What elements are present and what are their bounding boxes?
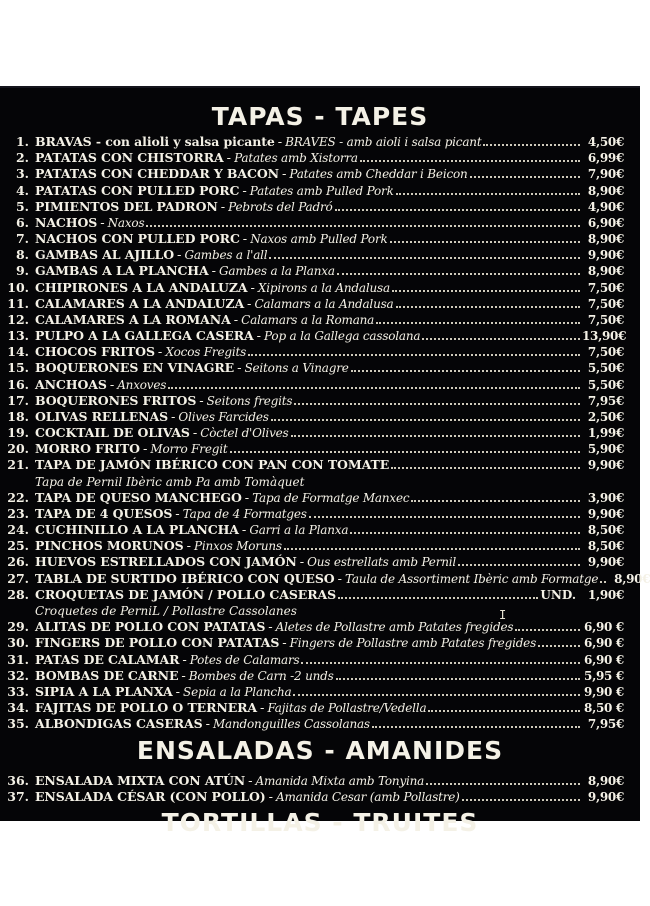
dot-leader bbox=[336, 678, 580, 680]
menu-item bbox=[0, 457, 640, 473]
item-price: 8,50 € bbox=[584, 701, 624, 716]
item-separator: - bbox=[226, 151, 232, 167]
dot-leader bbox=[422, 338, 580, 340]
item-price: 8,90€ bbox=[587, 774, 624, 788]
dot-leader bbox=[391, 467, 580, 469]
item-translation: Potes de Calamars bbox=[189, 652, 300, 667]
item-price: 4,50€ bbox=[587, 135, 624, 149]
menu-item bbox=[0, 716, 640, 732]
item-separator: - bbox=[277, 135, 283, 150]
dot-leader bbox=[301, 662, 580, 664]
item-price: 6,99€ bbox=[587, 151, 624, 166]
item-name: TAPA DE 4 QUESOS bbox=[35, 505, 173, 521]
menu-item bbox=[0, 199, 640, 215]
item-translation: Aletes de Pollastre amb Patates fregides bbox=[275, 620, 514, 635]
item-number: 26. bbox=[7, 554, 29, 570]
menu-item bbox=[0, 789, 640, 805]
item-translation: Tapa de Formatge Manxec bbox=[252, 490, 410, 505]
item-price: 7,50€ bbox=[587, 312, 624, 327]
item-price: 7,50€ bbox=[587, 345, 624, 360]
menu-item bbox=[0, 490, 640, 506]
menu-item bbox=[0, 652, 640, 668]
item-name: PATATAS CON CHEDDAR Y BACON bbox=[35, 166, 279, 182]
item-name: FINGERS DE POLLO CON PATATAS bbox=[35, 635, 280, 651]
item-translation: Patates amb Pulled Pork bbox=[249, 183, 394, 198]
dot-leader bbox=[515, 629, 580, 631]
item-name: PATATAS CON CHISTORRA bbox=[35, 150, 224, 166]
item-price: 3,90€ bbox=[587, 490, 624, 505]
menu-item bbox=[0, 441, 640, 457]
item-separator: - bbox=[337, 571, 342, 587]
dot-leader bbox=[284, 548, 580, 550]
item-price: 6,90 € bbox=[584, 652, 624, 667]
dot-leader bbox=[458, 564, 580, 566]
item-name: SIPIA A LA PLANXA bbox=[35, 683, 173, 699]
item-number: 16. bbox=[7, 376, 29, 392]
menu-item bbox=[0, 377, 640, 393]
item-number: 37. bbox=[7, 789, 29, 805]
menu-item bbox=[0, 773, 640, 789]
menu-item bbox=[0, 231, 640, 247]
item-price: 5,50€ bbox=[587, 361, 624, 376]
menu-item bbox=[0, 409, 640, 425]
item-price: 9,90€ bbox=[587, 506, 624, 521]
item-price: 13,90€ bbox=[582, 329, 627, 344]
item-separator: - bbox=[175, 684, 181, 700]
menu-item bbox=[0, 700, 640, 716]
item-price: 9,90€ bbox=[587, 555, 624, 570]
item-price: 5,95 € bbox=[584, 668, 624, 683]
text-cursor-icon: I bbox=[499, 608, 507, 622]
menu-item bbox=[0, 635, 640, 651]
item-number: 15. bbox=[7, 360, 29, 376]
item-name: GAMBAS AL AJILLO bbox=[35, 247, 175, 263]
dot-leader bbox=[146, 225, 580, 227]
item-number: 13. bbox=[7, 328, 29, 344]
item-separator: - bbox=[211, 264, 217, 280]
item-translation: Pinxos Moruns bbox=[193, 539, 282, 554]
item-translation: Taula de Assortiment Ibèric amb Formatge bbox=[345, 571, 599, 586]
item-separator: - bbox=[181, 668, 186, 684]
item-number: 20. bbox=[7, 441, 29, 457]
item-number: 24. bbox=[7, 522, 29, 538]
dot-leader bbox=[168, 387, 580, 389]
item-number: 8. bbox=[15, 247, 29, 263]
menu-item bbox=[0, 506, 640, 522]
item-separator: - bbox=[237, 361, 242, 377]
item-translation: Olives Farcides bbox=[178, 409, 269, 424]
item-number: 27. bbox=[7, 570, 29, 586]
item-number: 32. bbox=[7, 667, 29, 683]
menu-item bbox=[0, 280, 640, 296]
item-translation: Fajitas de Pollastre/Vedella bbox=[267, 701, 427, 716]
item-name: NACHOS CON PULLED PORC bbox=[35, 231, 240, 247]
item-separator: - bbox=[220, 199, 226, 215]
menu-item bbox=[0, 684, 640, 700]
menu-item bbox=[0, 425, 640, 441]
item-number: 3. bbox=[15, 166, 29, 182]
menu-item bbox=[0, 522, 640, 538]
item-separator: - bbox=[192, 426, 198, 442]
item-name: CALAMARES A LA ROMANA bbox=[35, 311, 231, 327]
item-separator: - bbox=[242, 183, 247, 199]
item-name: COCKTAIL DE OLIVAS bbox=[35, 425, 190, 441]
menu-item bbox=[0, 554, 640, 570]
item-name: PIMIENTOS DEL PADRON bbox=[35, 198, 218, 214]
menu-item bbox=[0, 668, 640, 684]
item-number: 34. bbox=[7, 700, 29, 716]
dot-leader bbox=[376, 322, 580, 324]
item-translation: Garri a la Planxa bbox=[249, 523, 349, 538]
item-translation: Bombes de Carn -2 unds bbox=[188, 668, 334, 683]
item-price: 8,90€ bbox=[587, 232, 624, 247]
item-number: 4. bbox=[15, 182, 29, 198]
item-separator: - bbox=[244, 490, 250, 506]
menu-item bbox=[0, 619, 640, 635]
dot-leader bbox=[426, 783, 580, 785]
item-translation: Seitons fregits bbox=[206, 393, 293, 408]
item-separator: - bbox=[242, 232, 248, 248]
menu-item bbox=[0, 312, 640, 328]
item-number: 28. bbox=[7, 586, 29, 602]
dot-leader bbox=[538, 645, 580, 647]
item-separator: - bbox=[247, 296, 252, 312]
item-price: 1,99€ bbox=[587, 426, 624, 441]
item-price: 8,50€ bbox=[587, 539, 624, 554]
item-name: BOQUERONES EN VINAGRE bbox=[35, 360, 235, 376]
item-name: HUEVOS ESTRELLADOS CON JAMÓN bbox=[35, 554, 297, 570]
item-separator: - bbox=[268, 790, 274, 806]
menu-item bbox=[0, 587, 640, 603]
item-name: ENSALADA CÉSAR (CON POLLO) bbox=[35, 789, 266, 805]
item-number: 14. bbox=[7, 344, 29, 360]
item-separator: - bbox=[233, 312, 239, 328]
dot-leader bbox=[396, 306, 580, 308]
ensaladas-list bbox=[0, 773, 640, 805]
menu-item bbox=[0, 247, 640, 263]
menu-item bbox=[0, 360, 640, 376]
tapas-list bbox=[0, 134, 650, 733]
item-translation: BRAVES - amb aioli i salsa picant bbox=[285, 135, 482, 149]
item-translation: Xocos Fregits bbox=[165, 345, 247, 360]
tortillas-section-title: TORTILLAS - TRUITES bbox=[161, 808, 479, 837]
item-unit: UND. bbox=[540, 587, 576, 602]
item-name: CALAMARES A LA ANDALUZA bbox=[35, 295, 245, 311]
item-number: 17. bbox=[7, 392, 29, 408]
item-separator: - bbox=[182, 652, 187, 668]
item-price: 4,90€ bbox=[587, 199, 624, 214]
item-price: 9,90€ bbox=[587, 790, 624, 805]
item-translation: Seitons a Vinagre bbox=[244, 361, 349, 376]
item-number: 25. bbox=[7, 538, 29, 554]
item-translation: Gambes a l'all bbox=[184, 248, 268, 263]
item-number: 10. bbox=[7, 279, 29, 295]
item-price: 6,90€ bbox=[587, 215, 624, 230]
dot-leader bbox=[350, 532, 580, 534]
item-price: 1,90€ bbox=[587, 587, 624, 602]
item-name: ALBONDIGAS CASERAS bbox=[35, 716, 203, 732]
item-price: 5,50€ bbox=[587, 377, 624, 392]
item-number: 7. bbox=[15, 231, 29, 247]
item-price: 7,50€ bbox=[587, 296, 624, 311]
item-separator: - bbox=[199, 393, 204, 409]
item-name: NACHOS bbox=[35, 214, 98, 230]
dot-leader bbox=[351, 370, 580, 372]
menu-item bbox=[0, 328, 640, 344]
item-number: 30. bbox=[7, 635, 29, 651]
item-translation: Sepia a la Plancha bbox=[183, 684, 292, 699]
item-number: 9. bbox=[15, 263, 29, 279]
item-price: 9,90€ bbox=[587, 458, 624, 473]
item-price: 7,95€ bbox=[587, 717, 624, 732]
item-separator: - bbox=[109, 377, 115, 393]
item-name: ALITAS DE POLLO CON PATATAS bbox=[35, 619, 266, 635]
item-separator: - bbox=[142, 442, 148, 458]
item-name: FAJITAS DE POLLO O TERNERA bbox=[35, 700, 258, 716]
dot-leader bbox=[309, 516, 580, 518]
item-price: 2,50€ bbox=[587, 409, 624, 424]
item-translation: Patates amb Cheddar i Beicon bbox=[289, 167, 468, 182]
item-number: 12. bbox=[7, 311, 29, 327]
item-translation: Naxos amb Pulled Pork bbox=[250, 232, 388, 247]
item-name: BOMBAS DE CARNE bbox=[35, 667, 179, 683]
item-separator: - bbox=[299, 555, 305, 571]
item-number: 22. bbox=[7, 489, 29, 505]
item-translation: Ous estrellats amb Pernil bbox=[307, 555, 457, 570]
menu-item bbox=[0, 183, 640, 199]
item-separator: - bbox=[175, 506, 180, 522]
dot-leader bbox=[396, 193, 580, 195]
dot-leader bbox=[390, 241, 580, 243]
dot-leader bbox=[600, 581, 606, 583]
item-translation: Mandonguilles Cassolanas bbox=[212, 717, 370, 732]
item-name: CHOCOS FRITOS bbox=[35, 344, 155, 360]
dot-leader bbox=[372, 726, 580, 728]
menu-item bbox=[0, 570, 650, 587]
dot-leader bbox=[248, 354, 580, 356]
item-name: ENSALADA MIXTA CON ATÚN bbox=[35, 773, 246, 788]
item-number: 35. bbox=[7, 716, 29, 732]
item-name: PULPO A LA GALLEGA CASERA bbox=[35, 328, 254, 344]
item-name: TABLA DE SURTIDO IBÉRICO CON QUESO bbox=[35, 570, 335, 586]
item-separator: - bbox=[281, 167, 287, 183]
item-translation: Naxos bbox=[107, 215, 145, 230]
item-price: 9,90 € bbox=[584, 684, 624, 699]
item-separator: - bbox=[268, 620, 273, 636]
item-name: PATATAS CON PULLED PORC bbox=[35, 182, 240, 198]
item-number: 1. bbox=[15, 134, 29, 149]
dot-leader bbox=[470, 176, 580, 178]
item-price: 8,90€ bbox=[587, 183, 624, 198]
dot-leader bbox=[293, 694, 580, 696]
item-translation: Gambes a la Planxa bbox=[219, 264, 335, 279]
item-price: 7,50€ bbox=[587, 280, 624, 295]
item-separator: - bbox=[248, 774, 253, 789]
item-number: 6. bbox=[15, 214, 29, 230]
menu-item bbox=[0, 166, 640, 182]
item-translation: Pop a la Gallega cassolana bbox=[264, 329, 421, 344]
item-separator: - bbox=[260, 701, 265, 717]
item-number: 5. bbox=[15, 198, 29, 214]
item-translation: Calamars a la Andalusa bbox=[254, 296, 394, 311]
item-separator: - bbox=[282, 636, 287, 652]
menu-item bbox=[0, 538, 640, 554]
item-number: 18. bbox=[7, 408, 29, 424]
item-separator: - bbox=[250, 280, 255, 296]
item-name: TAPA DE JAMÓN IBÉRICO CON PAN CON TOMATE bbox=[35, 457, 390, 473]
item-separator: - bbox=[186, 539, 191, 555]
item-name: PATAS DE CALAMAR bbox=[35, 651, 180, 667]
dot-leader bbox=[428, 710, 580, 712]
item-price: 8,90€ bbox=[587, 264, 624, 279]
item-translation: Fingers de Pollastre amb Patates fregides bbox=[289, 636, 537, 651]
menu-item bbox=[0, 296, 640, 312]
item-name: CUCHINILLO A LA PLANCHA bbox=[35, 522, 239, 538]
item-subtitle: Croquetes de PerniL / Pollastre Cassolanes bbox=[35, 603, 297, 618]
menu-item bbox=[0, 263, 640, 279]
item-translation: Còctel d'Olives bbox=[200, 426, 289, 441]
dot-leader bbox=[392, 290, 580, 292]
dot-leader bbox=[411, 500, 580, 502]
item-number: 23. bbox=[7, 505, 29, 521]
item-separator: - bbox=[205, 717, 210, 733]
item-translation: Amanida Cesar (amb Pollastre) bbox=[276, 790, 460, 805]
item-name: GAMBAS A LA PLANCHA bbox=[35, 263, 209, 279]
item-separator: - bbox=[171, 409, 176, 425]
dot-leader bbox=[269, 257, 580, 259]
menu-item bbox=[0, 215, 640, 231]
tapas-section-title: TAPAS - TAPES bbox=[211, 102, 429, 131]
item-price: 7,95€ bbox=[587, 393, 624, 408]
item-translation: Morro Fregit bbox=[150, 442, 228, 457]
item-translation: Amanida Mixta amb Tonyina bbox=[255, 774, 425, 788]
dot-leader bbox=[230, 451, 581, 453]
menu-item bbox=[0, 150, 640, 166]
dot-leader bbox=[462, 799, 580, 801]
item-price: 8,90€ bbox=[614, 571, 650, 586]
item-number: 2. bbox=[15, 150, 29, 166]
item-number: 19. bbox=[7, 425, 29, 441]
dot-leader bbox=[338, 597, 538, 599]
menu-board bbox=[0, 86, 650, 837]
item-price: 6,90 € bbox=[584, 620, 624, 635]
item-number: 21. bbox=[7, 457, 29, 473]
item-number: 31. bbox=[7, 651, 29, 667]
item-price: 7,90€ bbox=[587, 167, 624, 182]
item-price: 8,50€ bbox=[587, 523, 624, 538]
dot-leader bbox=[335, 209, 580, 211]
item-price: 9,90€ bbox=[587, 248, 624, 263]
item-name: PINCHOS MORUNOS bbox=[35, 538, 184, 554]
item-translation: Xipirons a la Andalusa bbox=[257, 280, 390, 295]
item-subtitle: Tapa de Pernil Ibèric amb Pa amb Tomàquet bbox=[35, 474, 305, 489]
item-name: ANCHOAS bbox=[35, 376, 107, 392]
item-number: 36. bbox=[7, 773, 29, 788]
item-separator: - bbox=[177, 248, 182, 264]
item-separator: - bbox=[157, 345, 163, 361]
item-translation: Patates amb Xistorra bbox=[234, 151, 358, 166]
item-translation: Anxoves bbox=[117, 377, 167, 392]
dot-leader bbox=[294, 403, 580, 405]
item-separator: - bbox=[256, 329, 262, 345]
item-number: 33. bbox=[7, 683, 29, 699]
dot-leader bbox=[360, 160, 580, 162]
item-translation: Pebrots del Padró bbox=[228, 199, 333, 214]
menu-item bbox=[0, 393, 640, 409]
item-name: TAPA DE QUESO MANCHEGO bbox=[35, 489, 242, 505]
menu-item bbox=[0, 134, 640, 150]
item-name: MORRO FRITO bbox=[35, 441, 140, 457]
item-price: 6,90 € bbox=[584, 636, 624, 651]
item-number: 29. bbox=[7, 619, 29, 635]
item-name: CHIPIRONES A LA ANDALUZA bbox=[35, 279, 248, 295]
item-translation: Tapa de 4 Formatges bbox=[182, 506, 307, 521]
item-separator: - bbox=[100, 215, 105, 231]
item-name: BRAVAS - con alioli y salsa picante bbox=[35, 134, 275, 149]
dot-leader bbox=[483, 144, 580, 146]
item-separator: - bbox=[241, 523, 247, 539]
item-name: OLIVAS RELLENAS bbox=[35, 408, 169, 424]
item-price: 5,90€ bbox=[587, 442, 624, 457]
dot-leader bbox=[337, 273, 580, 275]
ensaladas-section-title: ENSALADAS - AMANIDES bbox=[136, 736, 504, 765]
item-name: BOQUERONES FRITOS bbox=[35, 392, 197, 408]
item-number: 11. bbox=[7, 295, 29, 311]
dot-leader bbox=[271, 419, 580, 421]
dot-leader bbox=[291, 435, 580, 437]
item-translation: Calamars a la Romana bbox=[241, 312, 375, 327]
item-name: CROQUETAS DE JAMÓN / POLLO CASERAS bbox=[35, 586, 337, 602]
menu-item bbox=[0, 344, 640, 360]
